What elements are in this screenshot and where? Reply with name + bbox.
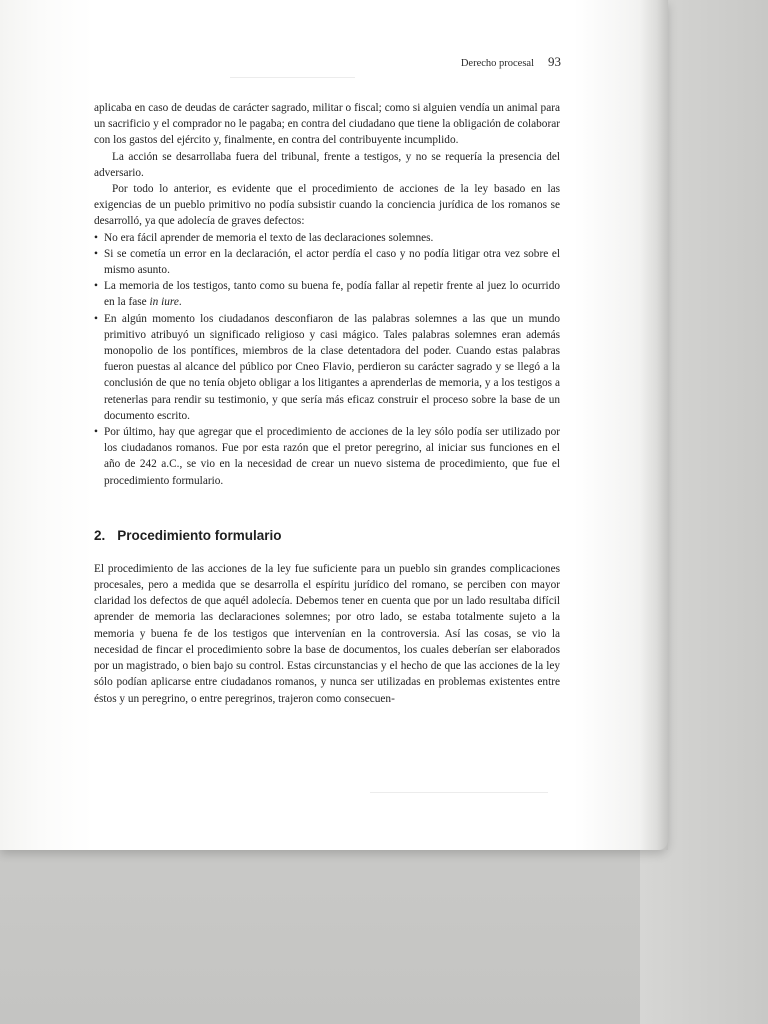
section-heading [94,527,560,545]
section-title: Procedimiento formulario [117,527,282,543]
bleed-through-mark [370,792,548,793]
list-item-text: La memoria de los testigos, tanto como su buena fe, podía fallar al repetir frente al juez lo ocurrido en la fase [104,280,560,309]
list-item: • No era fácil aprender de memoria el texto de las declaraciones solemnes. [94,230,560,246]
running-title: Derecho procesal [460,58,534,69]
list-item [94,278,560,310]
list-item: • En algún momento los ciudadanos desconfiaron de las palabras solemnes a las que un mundo primitivo atribuyó un significado religioso y casi mágico. Tales palabras solemnes eran además monopolio de los pontífices, miembros de la clase detentadora del poder. Cuando estas palabras fueron puestas al alcance del público por Cneo Flavio, perdieron su carácter sagrado y se llegó a la conclusión de que no tenía objeto obligar a los litigantes a aprenderlas de memoria, y a los testigos a retenerlas para rendir su testimonio, y que sería más eficaz construir el proceso sobre la base de un documento escrito. [94,311,560,424]
latin-term: in iure [149,296,179,309]
paragraph-accion: La acción se desarrollaba fuera del tribunal, frente a testigos, y no se requería la presencia del adversario. [94,150,560,179]
running-header [380,54,561,70]
paragraph-defectos: Por todo lo anterior, es evidente que el procedimiento de acciones de la ley basado en las exigencias de un pueblo primitivo no podía subsistir cuando la conciencia jurídica de los romanos se desarrolló, ya que adolecía de graves defectos: [94,183,560,228]
list-item: • Si se cometía un error en la declaración, el actor perdía el caso y no podía litigar otra vez sobre el mismo asunto. [94,246,560,278]
paragraph-formulario: El procedimiento de las acciones de la ley fue suficiente para un pueblo sin grandes complicaciones procesales, pero a medida que se desarrolla el espíritu jurídico del romano, se perciben con mayor claridad los defectos de que aquél adolecía. Debemos tener en cuenta que por un lado resultaba difícil aprender de memoria las declaraciones solemnes; por otro lado, se estaba totalmente sujeto a la memoria y buena fe de los testigos que intervenían en la controversia. Así las cosas, se vio la necesidad de fincar el procedimiento sobre la base de documentos, los cuales deberían ser elaborados por un magistrado, o bien bajo su control. Estas circunstancias y el hecho de que las acciones de la ley sólo podían aplicarse entre ciudadanos romanos, y nunca ser utilizadas en problemas existentes entre éstos y un peregrino, o entre peregrinos, trajeron como consecuen- [94,562,560,705]
list-item: • Por último, hay que agregar que el procedimiento de acciones de la ley sólo podía ser utilizado por los ciudadanos romanos. Fue por esta razón que el pretor peregrino, al iniciar sus funciones en el año de 242 a.C., se vio en la necesidad de crear un nuevo sistema de procedimiento, que fue el procedimiento formulario. [94,424,560,489]
page-edge-curl [640,0,668,850]
list-item-end: . [178,296,182,309]
paragraph-continuation: aplicaba en caso de deudas de carácter sagrado, militar o fiscal; como si alguien vendía un animal para un sacrificio y el comprador no le pagaba; en contra del ciudadano que tiene la obligación de colaborar con los gastos del ejército y, finalmente, en contra del contribuyente incumplido. [94,102,560,147]
page-number: 93 [548,54,561,69]
bleed-through-mark [230,77,355,78]
page-body [94,100,560,707]
section-number: 2. [94,527,106,543]
defects-list [94,230,560,489]
